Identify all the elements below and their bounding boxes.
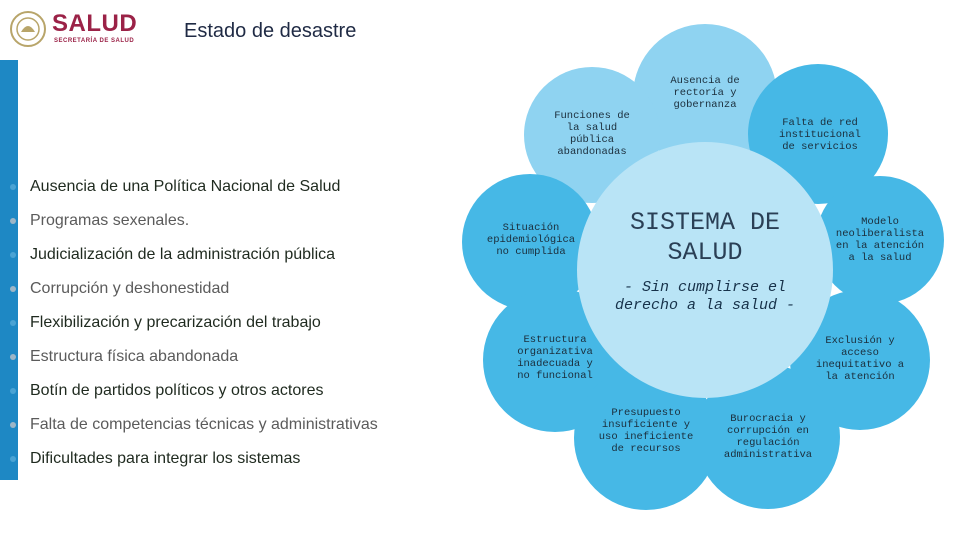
- list-item: [10, 170, 430, 204]
- list-item-text: Falta de competencias técnicas y administrativas: [30, 416, 378, 433]
- list-item: [10, 238, 430, 272]
- bullet-dot-icon: [10, 218, 16, 224]
- petal-label-presupuesto: Presupuesto insuficiente y uso ineficiente de recursos: [598, 407, 694, 456]
- list-item: [10, 306, 430, 340]
- logo-subtitle: SECRETARÍA DE SALUD: [54, 38, 135, 44]
- bullet-dot-icon: [10, 456, 16, 462]
- petal-label-burocracia: Burocracia y corrupción en regulación administrativa: [723, 413, 813, 462]
- list-item-text: Botín de partidos políticos y otros actores: [30, 382, 324, 399]
- list-item: [10, 442, 430, 476]
- list-item-text: Ausencia de una Política Nacional de Salud: [30, 178, 341, 195]
- center-circle: [577, 142, 833, 398]
- petal-label-estructura: Estructura organizativa inadecuada y no funcional: [517, 334, 593, 383]
- list-item-text: Corrupción y deshonestidad: [30, 280, 230, 297]
- list-item-text: Judicialización de la administración pública: [30, 246, 336, 263]
- bullet-dot-icon: [10, 422, 16, 428]
- petal-label-situacion: Situación epidemiológica no cumplida: [486, 222, 576, 259]
- list-item: [10, 204, 430, 238]
- bullet-dot-icon: [10, 286, 16, 292]
- list-item: [10, 408, 430, 442]
- petal-label-modelo: Modelo neoliberalista en la atención a la salud: [835, 216, 925, 265]
- list-item-text: Dificultades para integrar los sistemas: [30, 450, 301, 467]
- bullet-dot-icon: [10, 388, 16, 394]
- petal-label-red: Falta de red institucional de servicios: [779, 117, 861, 154]
- petal-label-exclusion: Exclusión y acceso inequitativo a la atención: [815, 335, 905, 384]
- bullet-dot-icon: [10, 252, 16, 258]
- bullet-dot-icon: [10, 320, 16, 326]
- center-subtitle: - Sin cumplirse el derecho a la salud -: [614, 279, 796, 314]
- list-item-text: Estructura física abandonada: [30, 348, 239, 365]
- problem-list: [10, 170, 430, 476]
- list-item: [10, 374, 430, 408]
- center-title: SISTEMA DE SALUD: [629, 208, 781, 267]
- petal-label-rectoria: Ausencia de rectoría y gobernanza: [670, 75, 740, 112]
- bullet-dot-icon: [10, 354, 16, 360]
- bullet-dot-icon: [10, 184, 16, 190]
- petal-label-funciones: Funciones de la salud pública abandonadas: [554, 110, 630, 159]
- list-item: [10, 272, 430, 306]
- list-item-text: Flexibilización y precarización del trabajo: [30, 314, 321, 331]
- page-title: Estado de desastre: [184, 20, 357, 42]
- logo-name: SALUD: [52, 10, 138, 37]
- list-item-text: Programas sexenales.: [30, 212, 190, 229]
- list-item: [10, 340, 430, 374]
